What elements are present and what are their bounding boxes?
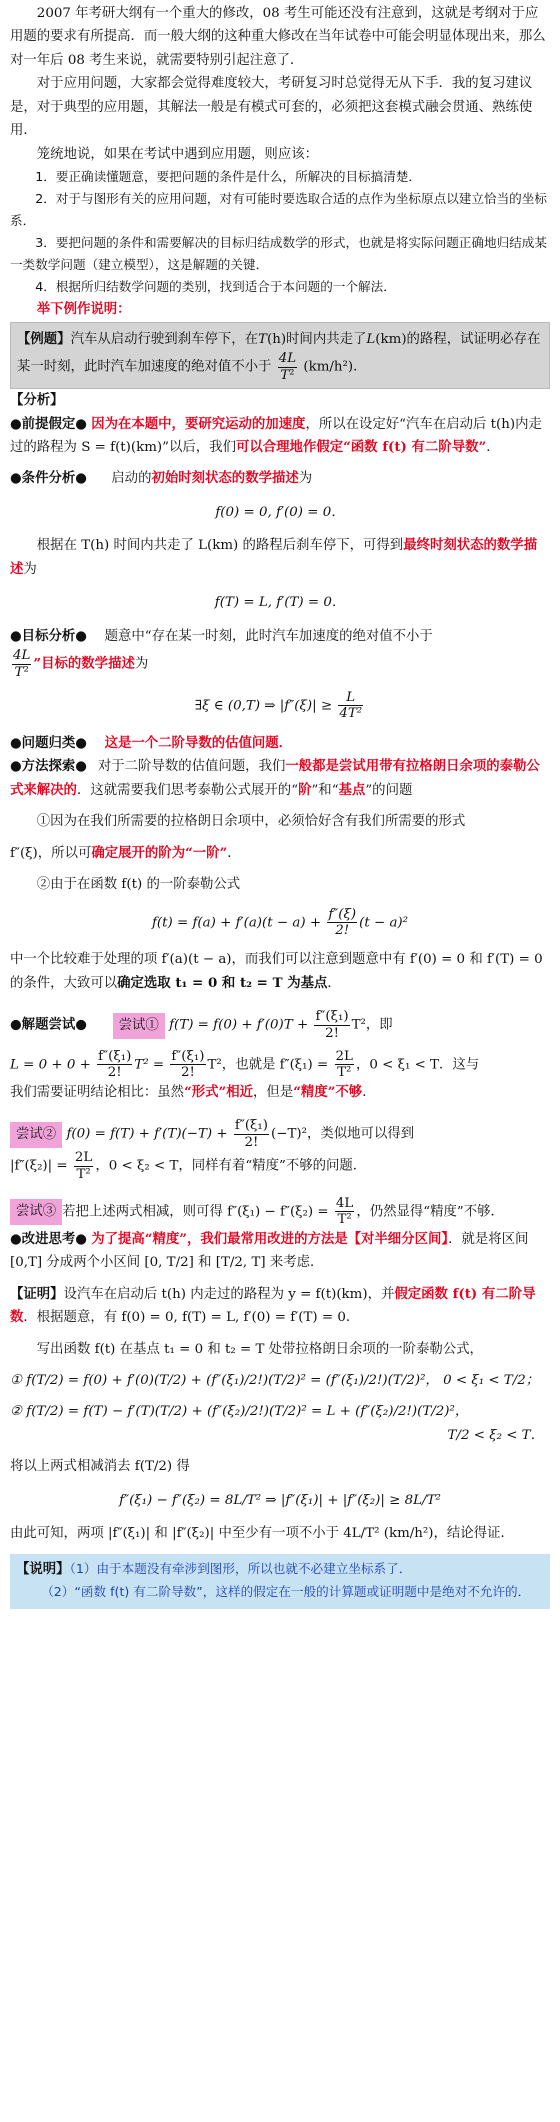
method-point-2: ②由于在函数 f(t) 的一阶泰勒公式 — [36, 877, 241, 893]
example-label: 【例题】 — [17, 330, 71, 347]
example-box: 【例题】汽车从启动行驶到刹车停下，在T(h)时间内共走了L(km)的路程，试证明必存在某一时刻，此时汽车加速度的绝对值不小于 $\frac{4L}{\text{T²}}$ (km/h²)． — [10, 322, 550, 389]
improve-text: ．就是将区间 [0,T] 分成两个小区间 [0, T/2] 和 [T/2, T] 来考虑． — [10, 1231, 529, 1271]
target-after: 为 — [134, 656, 149, 672]
target-text: 题意中“存在某一时刻，此时汽车加速度的绝对值不小于 — [104, 628, 433, 644]
example-fraction: $\frac{4L}{\text{T²}}$ — [278, 351, 297, 383]
note-label: 【说明】 — [16, 1560, 70, 1577]
intro-paragraph-1: 2007 年考研大纲有一个重大的修改，08 考生可能还没有注意到，这就是考纲对于应用题的要求有所提高．而一般大纲的这种重大修改在当年试卷中可能会明显体现出来，那么对一年后 08 考生来说，就需要特别引起注意了． — [10, 6, 546, 68]
document-page: 2007 年考研大纲有一个重大的修改，08 考生可能还没有注意到，这就是考纲对于应用题的要求有所提高．而一般大纲的这种重大修改在当年试卷中可能会明显体现出来，那么对一年后 08 考生来说，就需要特别引起注意了． 对于应用问题，大家都会觉得难度较大，考研复习时总觉得无从下手．我的复习建议是，对于典型的应用题，其解法一般是有模式可套的，必须把这套模式融会贯通、熟练使用． 笼统地说，如果在考试中遇到应用题，则应该： 1．要正确读懂题意，要把问题的条件是什么，所解决的目标搞清楚． 2．对于与图形有关的应用问题，对有可能时要选取合适的点作为坐标原点以建立恰当的坐标系． 3．要把问题的条件和需要解决的目标归结成数学的形式，也就是将实际问题正确地归结成某一类数学问题（建立模型），这是解题的关键． 4．根据所归结数学问题的类别，找到适合于本问题的一个解法． 举下例作说明： 【例题】汽车从启动行驶到刹车停下，在T(h)时间内共走了L(km)的路程，试证明必存在某一时刻，此时汽车加速度的绝对值不小于 $\frac{4L}{\text{T²}}$ (km/h²)． 【分析】 ●前提假定● 因为在本题中，要研究运动的加速度，所以在设定好“汽车在启动后 t(h)内走过的路程为 S = f(t)(km)”以后，我们可以合理地作假定“函数 f(t) 有二阶导数”． ●条件分析● 启动的初始时刻状态的数学描述为 f(0) = 0, f′(0) = 0． 根据在 T(h) 时间内共走了 L(km) 的路程后刹车停下，可得到最终时刻状态的数学描述为 f(T) = L, f′(T) = 0． ●目标分析● 题意中“存在某一时刻，此时汽车加速度的绝对值不小于 $\frac{4L}{\text{T²}}$ ”目标的数学描述为 ∃ξ ∈ (0,T) ⇒ |f″(ξ)| ≥ $\frac{L}{\text{4T²}}$ ●问题归类● 这是一个二阶导数的估值问题． ●方法探索● 对于二阶导数的估值问题，我们一般都是尝试用带有拉格朗日余项的泰勒公式来解决的．这就需要我们思考泰勒公式展开的“阶”和“基点”的问题 ①因为在我们所需要的拉格朗日余项中，必须恰好含有我们所需要的形式 f″(ξ)，所以可确定展开的阶为“一阶”． ②由于在函数 f(t) 的一阶泰勒公式 f(t) = f(a) + f′(a)(t − a) + $\frac{f''(\xi)}{2!}$ (t − a)² 中一个比较难于处理的项 f′(a)(t − a)，而我们可以注意到题意中有 f′(0) = 0 和 f′(T) = 0 的条件，大致可以确定选取 t₁ = 0 和 t₂ = T 为基点． ●解题尝试● 尝试① f(T) = f(0) + f′(0)T + $\frac{\text{f″(ξ₁)}}{2!}$ T²，即 L = 0 + 0 + $\frac{\text{f″(ξ₁)}}{2!}$ T² = $\frac{\text{f″(ξ₁)}}{2!}$ T²，也就是 f″(ξ₁) = $\frac{2L}{\text{T²}}$ ，0 < ξ₁ < T．这与 我们需要证明结论相比：虽然“形式”相近，但是“精度”不够． 尝试② f(0) = f(T) + f′(T)(−T) + $\frac{\text{f″(ξ₁)}}{2!}$ (−T)²，类似地可以得到 |f″(ξ₂)| = $\frac{2L}{\text{T²}}$ ，0 < ξ₂ < T，同样有着“精度”不够的问题． 尝试③ 若把上述两式相减，则可得 f″(ξ₁) − f″(ξ₂) = $\frac{4L}{\text{T²}}$ ，仍然显得“精度”不够． ●改进思考● 为了提高“精度”，我们最常用改进的方法是【对半细分区间】．就是将区间 [0,T] 分成两个小区间 [0, T/2] 和 [T/2, T] 来考虑． 【证明】设汽车在启动后 t(h) 内走过的路程为 y = f(t)(km)，并假定函数 f(t) 有二阶导数．根据题意，有 f(0) = 0, f(T) = L, f′(0) = f′(T) = 0． 写出函数 f(t) 在基点 t₁ = 0 和 t₂ = T 处带拉格朗日余项的一阶泰勒公式， ① f(T/2) = f(0) + f′(0)(T/2) + (f″(ξ₁)/2!)(T/2)² = (f″(ξ₁)/2!)(T/2)²， 0 < ξ₁ < T/2； ② f(T/2) = f(T) − f′(T)(T/2) + (f″(ξ₂)/2!)(T/2)² = L + (f″(ξ₂)/2!)(T/2)²， T/2 < ξ₂ < T． 将以上两式相减消去 f(T/2) 得 f″(ξ₁) − f″(ξ₂) = 8L/T² ⇒ |f″(ξ₁)| + |f″(ξ₂)| ≥ 8L/T² 由此可知，两项 |f″(ξ₁)| 和 |f″(ξ₂)| 中至少有一项不小于 4L/T² (km/h²)，结论得证． 【说明】（1）由于本题没有牵涉到图形，所以也就不必建立坐标系了． （2）“函数 f(t) 有二阶导数”，这样的假定在一般的计算题或证明题中是绝对不允许的． — [10, 0, 550, 1609]
final-after: 为 — [23, 561, 37, 577]
improve — [10, 1228, 550, 1275]
condition-text: 启动的 — [111, 471, 152, 487]
proof-paragraph-2: 写出函数 f(t) 在基点 t₁ = 0 和 t₂ = T 处带拉格朗日余项的一阶泰勒公式， — [36, 1341, 483, 1357]
intro-paragraph-3: 笼统地说，如果在考试中遇到应用题，则应该： — [36, 146, 318, 162]
classify-red: 这是一个二阶导数的估值问题． — [104, 734, 293, 751]
method-point-1: ①因为在我们所需要的拉格朗日余项中，必须恰好含有我们所需要的形式 — [36, 814, 466, 830]
example-text-c: (km)的路程，试证明必存在某一时刻，此时汽车加速度的绝对值不小于 — [17, 331, 541, 375]
proof-equation-2-range: T/2 < ξ₂ < T． — [447, 1427, 544, 1443]
method-text-4: ”的问题 — [365, 782, 413, 798]
attempt-2: 尝试② f(0) = f(T) + f′(T)(−T) + $\frac{\text{f″(ξ₁)}}{2!}$ (−T)²，类似地可以得到 — [10, 1118, 550, 1150]
intro-step-2: 2．对于与图形有关的应用问题，对有可能时要选取合适的点作为坐标原点以建立恰当的坐标系． — [10, 191, 547, 229]
note-1: （1）由于本题没有牵涉到图形，所以也就不必建立坐标系了． — [69, 1560, 412, 1576]
premise-red-2: 可以合理地作假定“函数 f(t) 有二阶导数” — [235, 438, 487, 455]
attempt-2-tag: 尝试② — [10, 1122, 62, 1148]
proof-label: 【证明】 — [10, 1285, 64, 1302]
taylor-formula: f(t) = f(a) + f′(a)(t − a) + $\frac{f''(\xi)}{2!}$ (t − a)² — [151, 906, 409, 938]
example-unit: (km/h²)． — [303, 359, 367, 375]
method-text: 对于二阶导数的估值问题，我们 — [97, 759, 286, 775]
target-red: ”目标的数学描述 — [33, 655, 135, 672]
proof-paragraph-3: 将以上两式相减消去 f(T/2) 得 — [10, 1459, 190, 1475]
premise-label: ●前提假定● — [10, 415, 87, 432]
proof-paragraph-1: 【证明】设汽车在启动后 t(h) 内走过的路程为 y = f(t)(km)，并假定函数 f(t) 有二阶导数．根据题意，有 f(0) = 0, f(T) = L, f′(0) = f′(T) = 0． — [10, 1285, 536, 1326]
method-red: 一般都是尝试用带有拉格朗日余项的泰勒公式来解决的 — [10, 758, 540, 798]
attempt-3-tag: 尝试③ — [10, 1199, 62, 1225]
condition-formula: f(0) = 0, f′(0) = 0． — [215, 504, 345, 520]
proof-conclusion: 由此可知，两项 |f″(ξ₁)| 和 |f″(ξ₂)| 中至少有一项不小于 4L/T² (km/h²)，结论得证． — [10, 1526, 514, 1542]
final-text: 根据在 T(h) 时间内共走了 L(km) 的路程后刹车停下，可得到 — [36, 538, 404, 554]
intro-step-1: 1．要正确读懂题意，要把问题的条件是什么，所解决的目标搞清楚． — [35, 169, 422, 185]
attempt-3: 尝试③ 若把上述两式相减，则可得 f″(ξ₁) − f″(ξ₂) = $\frac{4L}{\text{T²}}$ ，仍然显得“精度”不够． — [10, 1196, 550, 1228]
method-point-1-red: 确定展开的阶为“一阶” — [91, 844, 228, 861]
intro-paragraph-2: 对于应用问题，大家都会觉得难度较大，考研复习时总觉得无从下手．我的复习建议是，对于典型的应用题，其解法一般是有模式可套的，必须把这套模式融会贯通、熟练使用． — [10, 76, 533, 139]
proof-equation-3: f″(ξ₁) − f″(ξ₂) = 8L/T² ⇒ |f″(ξ₁)| + |f″(ξ₂)| ≥ 8L/T² — [119, 1492, 441, 1508]
proof-equation-2: ② f(T/2) = f(T) − f′(T)(T/2) + (f″(ξ₂)/2!)(T/2)² = L + (f″(ξ₂)/2!)(T/2)²， — [10, 1404, 469, 1420]
attempt-1-formula: f(T) = f(0) + f′(0)T + — [169, 1017, 313, 1033]
example-heading: 举下例作说明： — [36, 301, 131, 318]
classify-label: ●问题归类● — [10, 734, 87, 751]
intro-step-3: 3．要把问题的条件和需要解决的目标归结成数学的形式，也就是将实际问题正确地归结成某一类数学问题（建立模型），这是解题的关键． — [10, 235, 547, 273]
attempt-1-line-2: L = 0 + 0 + $\frac{\text{f″(ξ₁)}}{2!}$ T² = $\frac{\text{f″(ξ₁)}}{2!}$ T²，也就是 f″(ξ₁) = $\frac{2L}{\text{T²}}$ ，0 < ξ₁ < T．这与 — [10, 1049, 480, 1081]
improve-red: 为了提高“精度”，我们最常用改进的方法是【对半细分区间】 — [91, 1230, 449, 1247]
attempt-1-tag: 尝试① — [113, 1013, 165, 1039]
condition-label: ●条件分析● — [10, 470, 87, 487]
method-point-1-b: f″(ξ)，所以可 — [10, 845, 92, 861]
note-box — [10, 1554, 550, 1609]
method-text-3: ”和“ — [311, 782, 339, 798]
target-label: ●目标分析● — [10, 627, 87, 644]
premise-red: 因为在本题中，要研究运动的加速度 — [91, 415, 306, 432]
method-red-2: 阶 — [298, 781, 312, 798]
condition-red: 初始时刻状态的数学描述 — [151, 470, 299, 487]
final-red: 最终时刻状态的数学描述 — [10, 537, 538, 577]
final-formula: f(T) = L, f′(T) = 0． — [214, 595, 346, 611]
note-2: （2）“函数 f(t) 有二阶导数”，这样的假定在一般的计算题或证明题中是绝对不允许的． — [41, 1584, 531, 1600]
attempt-2-line-2: |f″(ξ₂)| = $\frac{2L}{\text{T²}}$ ，0 < ξ₂ < T，同样有着“精度”不够的问题． — [10, 1150, 367, 1182]
condition-after: 为 — [298, 471, 313, 487]
proof-equation-1: ① f(T/2) = f(0) + f′(0)(T/2) + (f″(ξ₁)/2!)(T/2)² = (f″(ξ₁)/2!)(T/2)²， 0 < ξ₁ < T/2； — [10, 1373, 540, 1388]
example-text-b: (h)时间内共走了 — [266, 331, 367, 347]
method-point-2-bold: 确定选取 t₁ = 0 和 t₂ = T 为基点 — [117, 974, 328, 991]
target-formula: ∃ξ ∈ (0,T) ⇒ |f″(ξ)| ≥ $\frac{L}{\text{4T²}}$ — [194, 689, 363, 722]
method-red-3: 基点 — [338, 781, 366, 798]
intro-step-4: 4．根据所归结数学问题的类别，找到适合于本问题的一个解法． — [35, 279, 396, 295]
example-text-a: 汽车从启动行驶到刹车停下，在 — [70, 331, 259, 347]
premise-end: ． — [486, 439, 500, 455]
target-fraction: $\frac{4L}{\text{T²}}$ — [13, 648, 31, 680]
method-point-2-after: 中一个比较难于处理的项 f′(a)(t − a)，而我们可以注意到题意中有 f′(0) = 0 和 f′(T) = 0 的条件，大致可以 — [10, 952, 543, 991]
attempts-label: ●解题尝试● — [10, 1016, 87, 1033]
method-text-2: ．这就需要我们思考泰勒公式展开的“ — [76, 782, 299, 798]
method-label: ●方法探索● — [10, 758, 87, 775]
premise-text: ，所以在设定好“汽车在启动后 t(h)内走过的路程为 S = f(t)(km)”以后，我们 — [10, 416, 542, 455]
analysis-label: 【分析】 — [10, 392, 64, 409]
attempt-1-line-3: 我们需要证明结论相比：虽然“形式”相近，但是“精度”不够． — [10, 1083, 376, 1100]
improve-label: ●改进思考● — [10, 1230, 87, 1247]
